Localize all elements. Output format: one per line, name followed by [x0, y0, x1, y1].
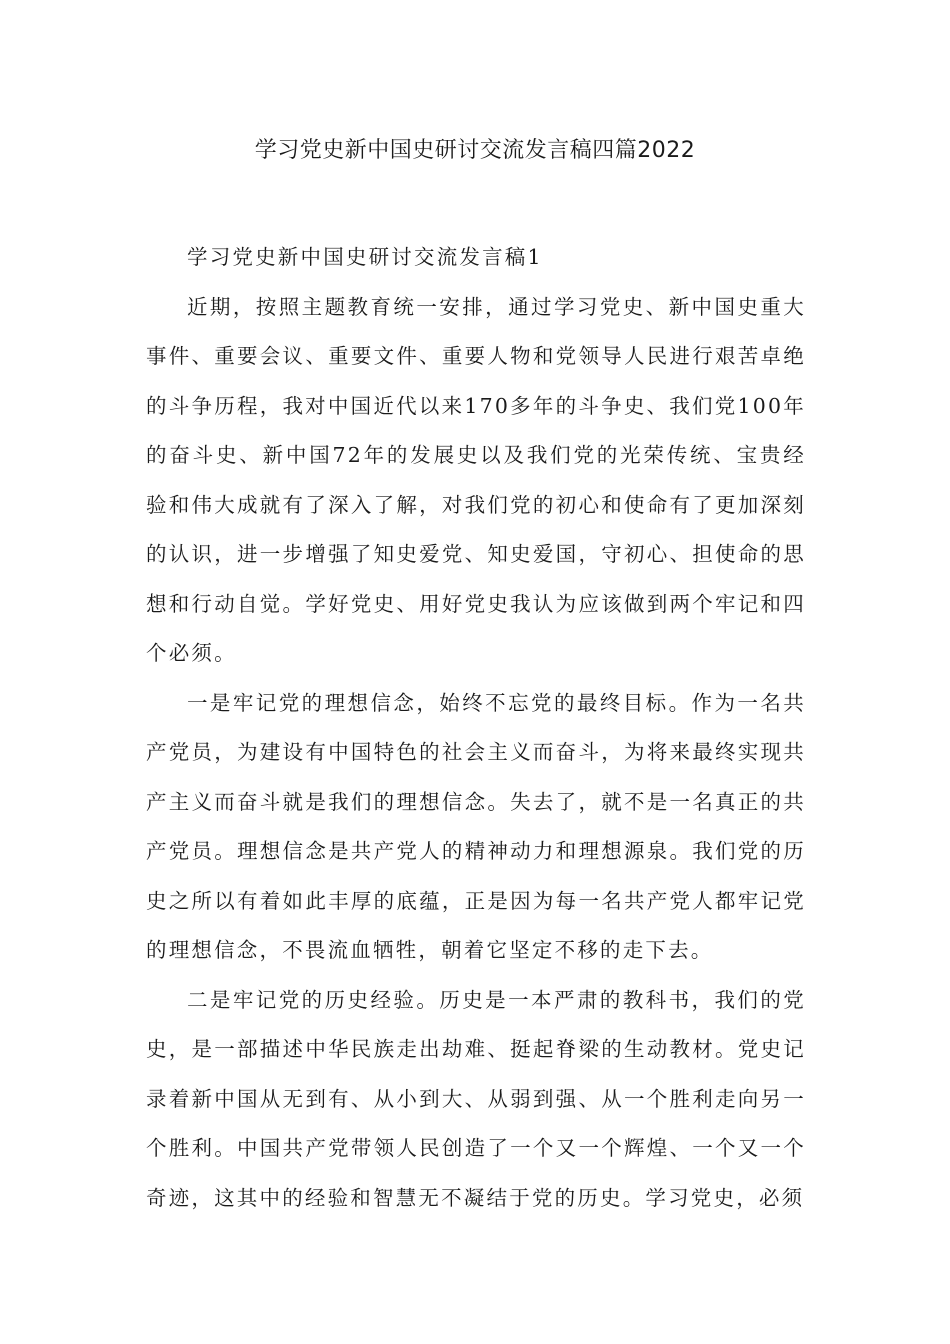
document-title: 学习党史新中国史研讨交流发言稿四篇2022: [254, 138, 696, 163]
section-heading: 学习党史新中国史研讨交流发言稿1: [187, 245, 543, 269]
paragraph-intro: 近期，按照主题教育统一安排，通过学习党史、新中国史重大事件、重要会议、重要文件、重要人物和党领导人民进行艰苦卓绝的斗争历程，我对中国近代以来170多年的斗争史、我们党100年的奋斗史、新中国72年的发展史以及我们党的光荣传统、宝贵经验和伟大成就有了深入了解，对我们党的初心和使命有了更加深刻的认识，进一步增强了知史爱党、知史爱国，守初心、担使命的思想和行动自觉。学好党史、用好党史我认为应该做到两个牢记和四个必须。: [146, 294, 806, 665]
paragraph-point-one: 一是牢记党的理想信念，始终不忘党的最终目标。作为一名共产党员，为建设有中国特色的社会主义而奋斗，为将来最终实现共产主义而奋斗就是我们的理想信念。失去了，就不是一名真正的共产党员。理想信念是共产党人的精神动力和理想源泉。我们党的历史之所以有着如此丰厚的底蕴，正是因为每一名共产党人都牢记党的理想信念，不畏流血牺牲，朝着它坚定不移的走下去。: [146, 690, 806, 962]
paragraph-point-two: 二是牢记党的历史经验。历史是一本严肃的教科书，我们的党史，是一部描述中华民族走出劫难、挺起脊梁的生动教材。党史记录着新中国从无到有、从小到大、从弱到强、从一个胜利走向另一个胜利。中国共产党带领人民创造了一个又一个辉煌、一个又一个奇迹，这其中的经验和智慧无不凝结于党的历史。学习党史，必须: [146, 987, 806, 1210]
document-body: [146, 233, 806, 1223]
